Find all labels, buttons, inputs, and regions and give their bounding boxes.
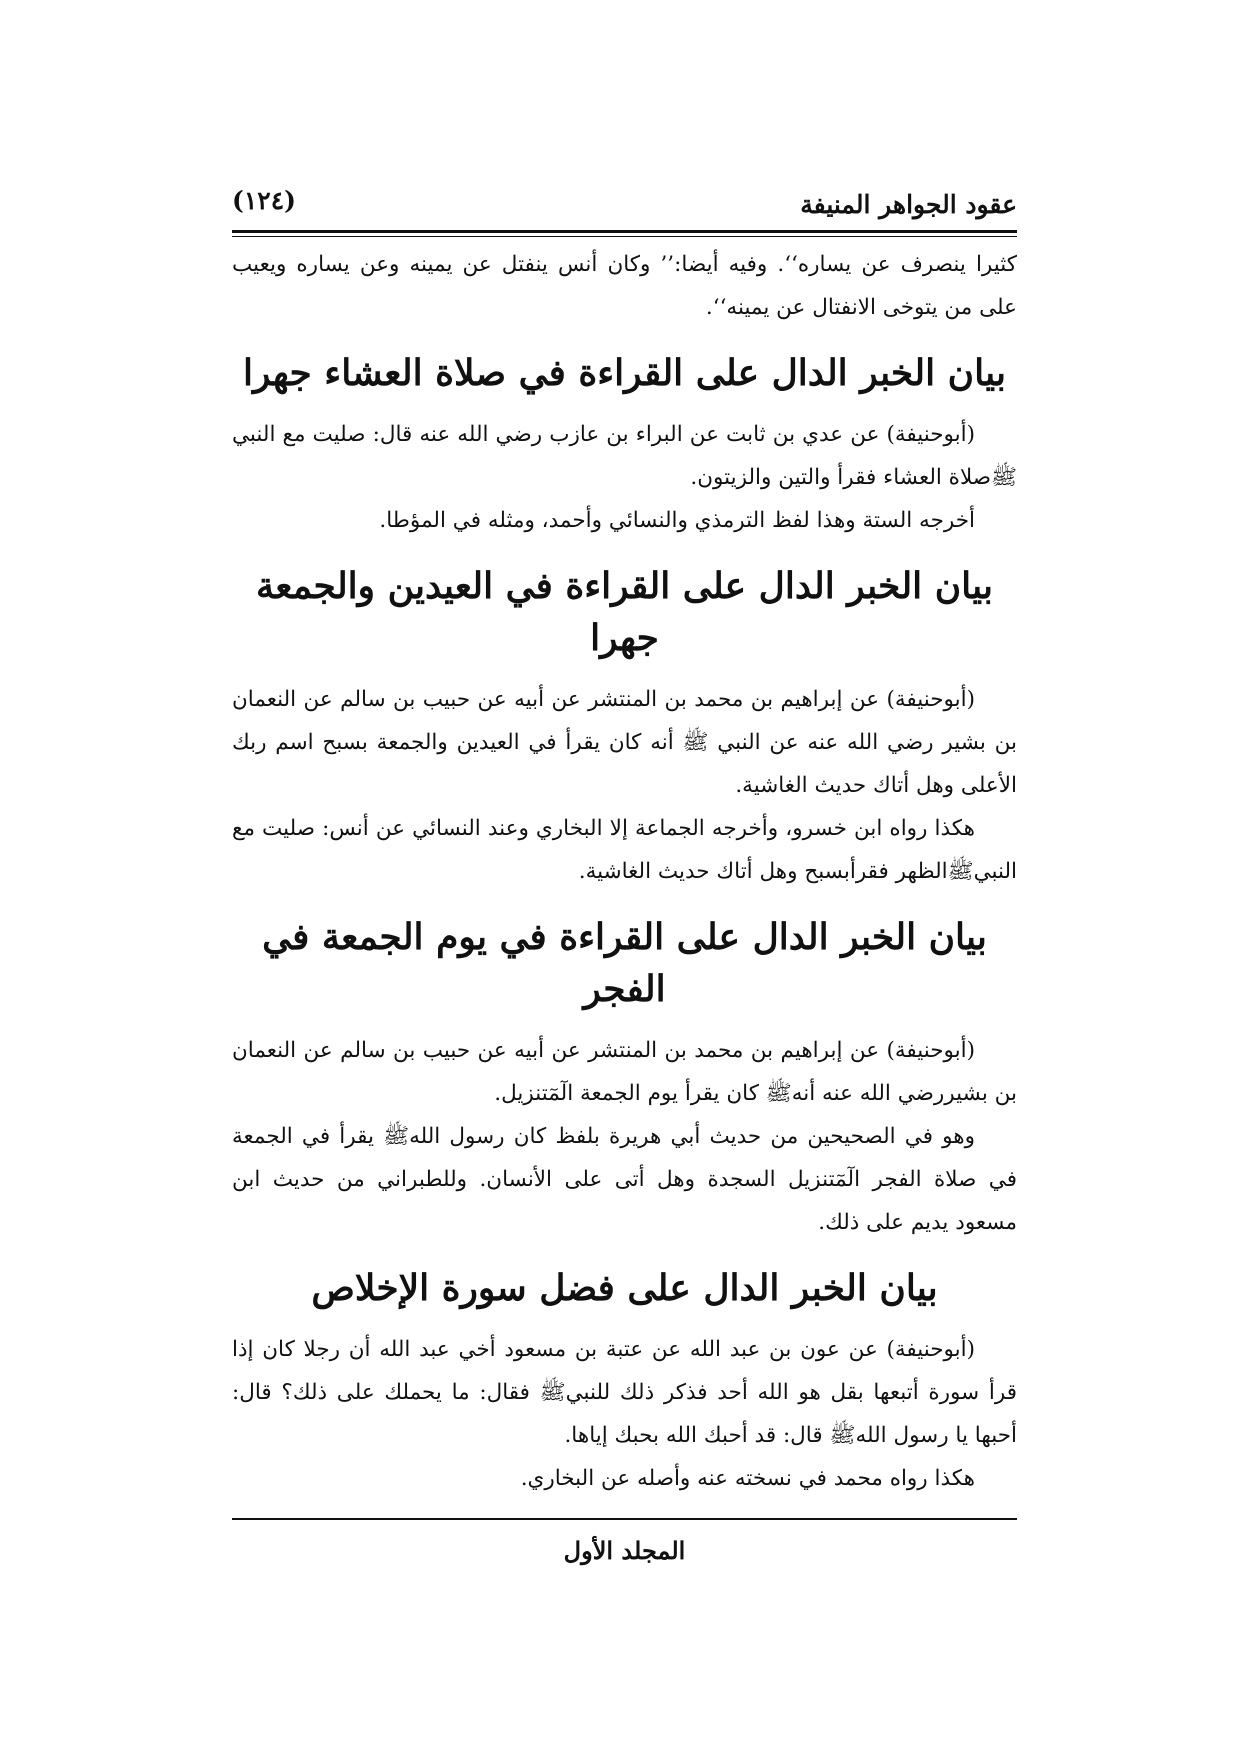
- opening-paragraph: كثيرا ينصرف عن يساره‘‘. وفيه أيضا:’’ وكان أنس ينفتل عن يمينه وعن يساره ويعيب على من يتوخى الانفتال عن يمينه‘‘.: [232, 252, 1017, 320]
- section-paragraph: (أبوحنيفة) عن إبراهيم بن محمد بن المنتشر عن أبيه عن حبيب بن سالم عن النعمان بن بشير رضي الله عنه عن النبي ﷺ أنه كان يقرأ في العيدين والجمعة بسبح اسم ربك الأعلى وهل أتاك حديث الغاشية.: [232, 687, 1017, 798]
- section-paragraph: أخرجه الستة وهذا لفظ الترمذي والنسائي وأحمد، ومثله في المؤطا.: [379, 508, 975, 533]
- section-paragraph: (أبوحنيفة) عن عدي بن ثابت عن البراء بن عازب رضي الله عنه قال: صليت مع النبي ﷺصلاة العشاء فقرأ والتين والزيتون.: [232, 422, 1017, 490]
- footer-rule: [232, 1518, 1017, 1520]
- book-page: [232, 180, 1017, 1565]
- section-heading-jumuah-fajr: بيان الخبر الدال على القراءة في يوم الجمعة في الفجر: [262, 916, 987, 1010]
- section-paragraph: هكذا رواه محمد في نسخته عنه وأصله عن البخاري.: [520, 1466, 975, 1491]
- volume-label: المجلد الأول: [563, 1536, 686, 1565]
- section-heading-ikhlas: بيان الخبر الدال على فضل سورة الإخلاص: [311, 1267, 938, 1309]
- section-heading-eids-jumuah: بيان الخبر الدال على القراءة في العيدين والجمعة جهرا: [255, 565, 994, 659]
- book-title: عقود الجواهر المنيفة: [800, 190, 1017, 219]
- page-header: [232, 180, 1017, 230]
- section-paragraph: هكذا رواه ابن خسرو، وأخرجه الجماعة إلا البخاري وعند النسائي عن أنس: صليت مع النبيﷺالظهر فقرأبسبح وهل أتاك حديث الغاشية.: [232, 816, 1017, 884]
- section-paragraph: (أبوحنيفة) عن عون بن عبد الله عن عتبة بن مسعود أخي عبد الله أن رجلا كان إذا قرأ سورة أتبعها بقل هو الله أحد فذكر ذلك للنبيﷺ فقال: ما يحملك على ذلك؟ قال: أحبها يا رسول اللهﷺ قال: قد أحبك الله بحبك إياها.: [232, 1337, 1017, 1448]
- section-heading-isha: بيان الخبر الدال على القراءة في صلاة العشاء جهرا: [243, 352, 1006, 394]
- header-rule: [232, 230, 1017, 237]
- page-number: (١٢٤): [232, 186, 296, 215]
- section-paragraph: وهو في الصحيحين من حديث أبي هريرة بلفظ كان رسول اللهﷺ يقرأ في الجمعة في صلاة الفجر الٓمٓتنزيل السجدة وهل أتى على الأنسان. وللطبراني من حديث ابن مسعود يديم على ذلك.: [232, 1124, 1017, 1235]
- section-paragraph: (أبوحنيفة) عن إبراهيم بن محمد بن المنتشر عن أبيه عن حبيب بن سالم عن النعمان بن بشيررضي الله عنه أنهﷺ كان يقرأ يوم الجمعة الٓمٓتنزيل.: [232, 1038, 1017, 1106]
- page-content: [232, 237, 1017, 1500]
